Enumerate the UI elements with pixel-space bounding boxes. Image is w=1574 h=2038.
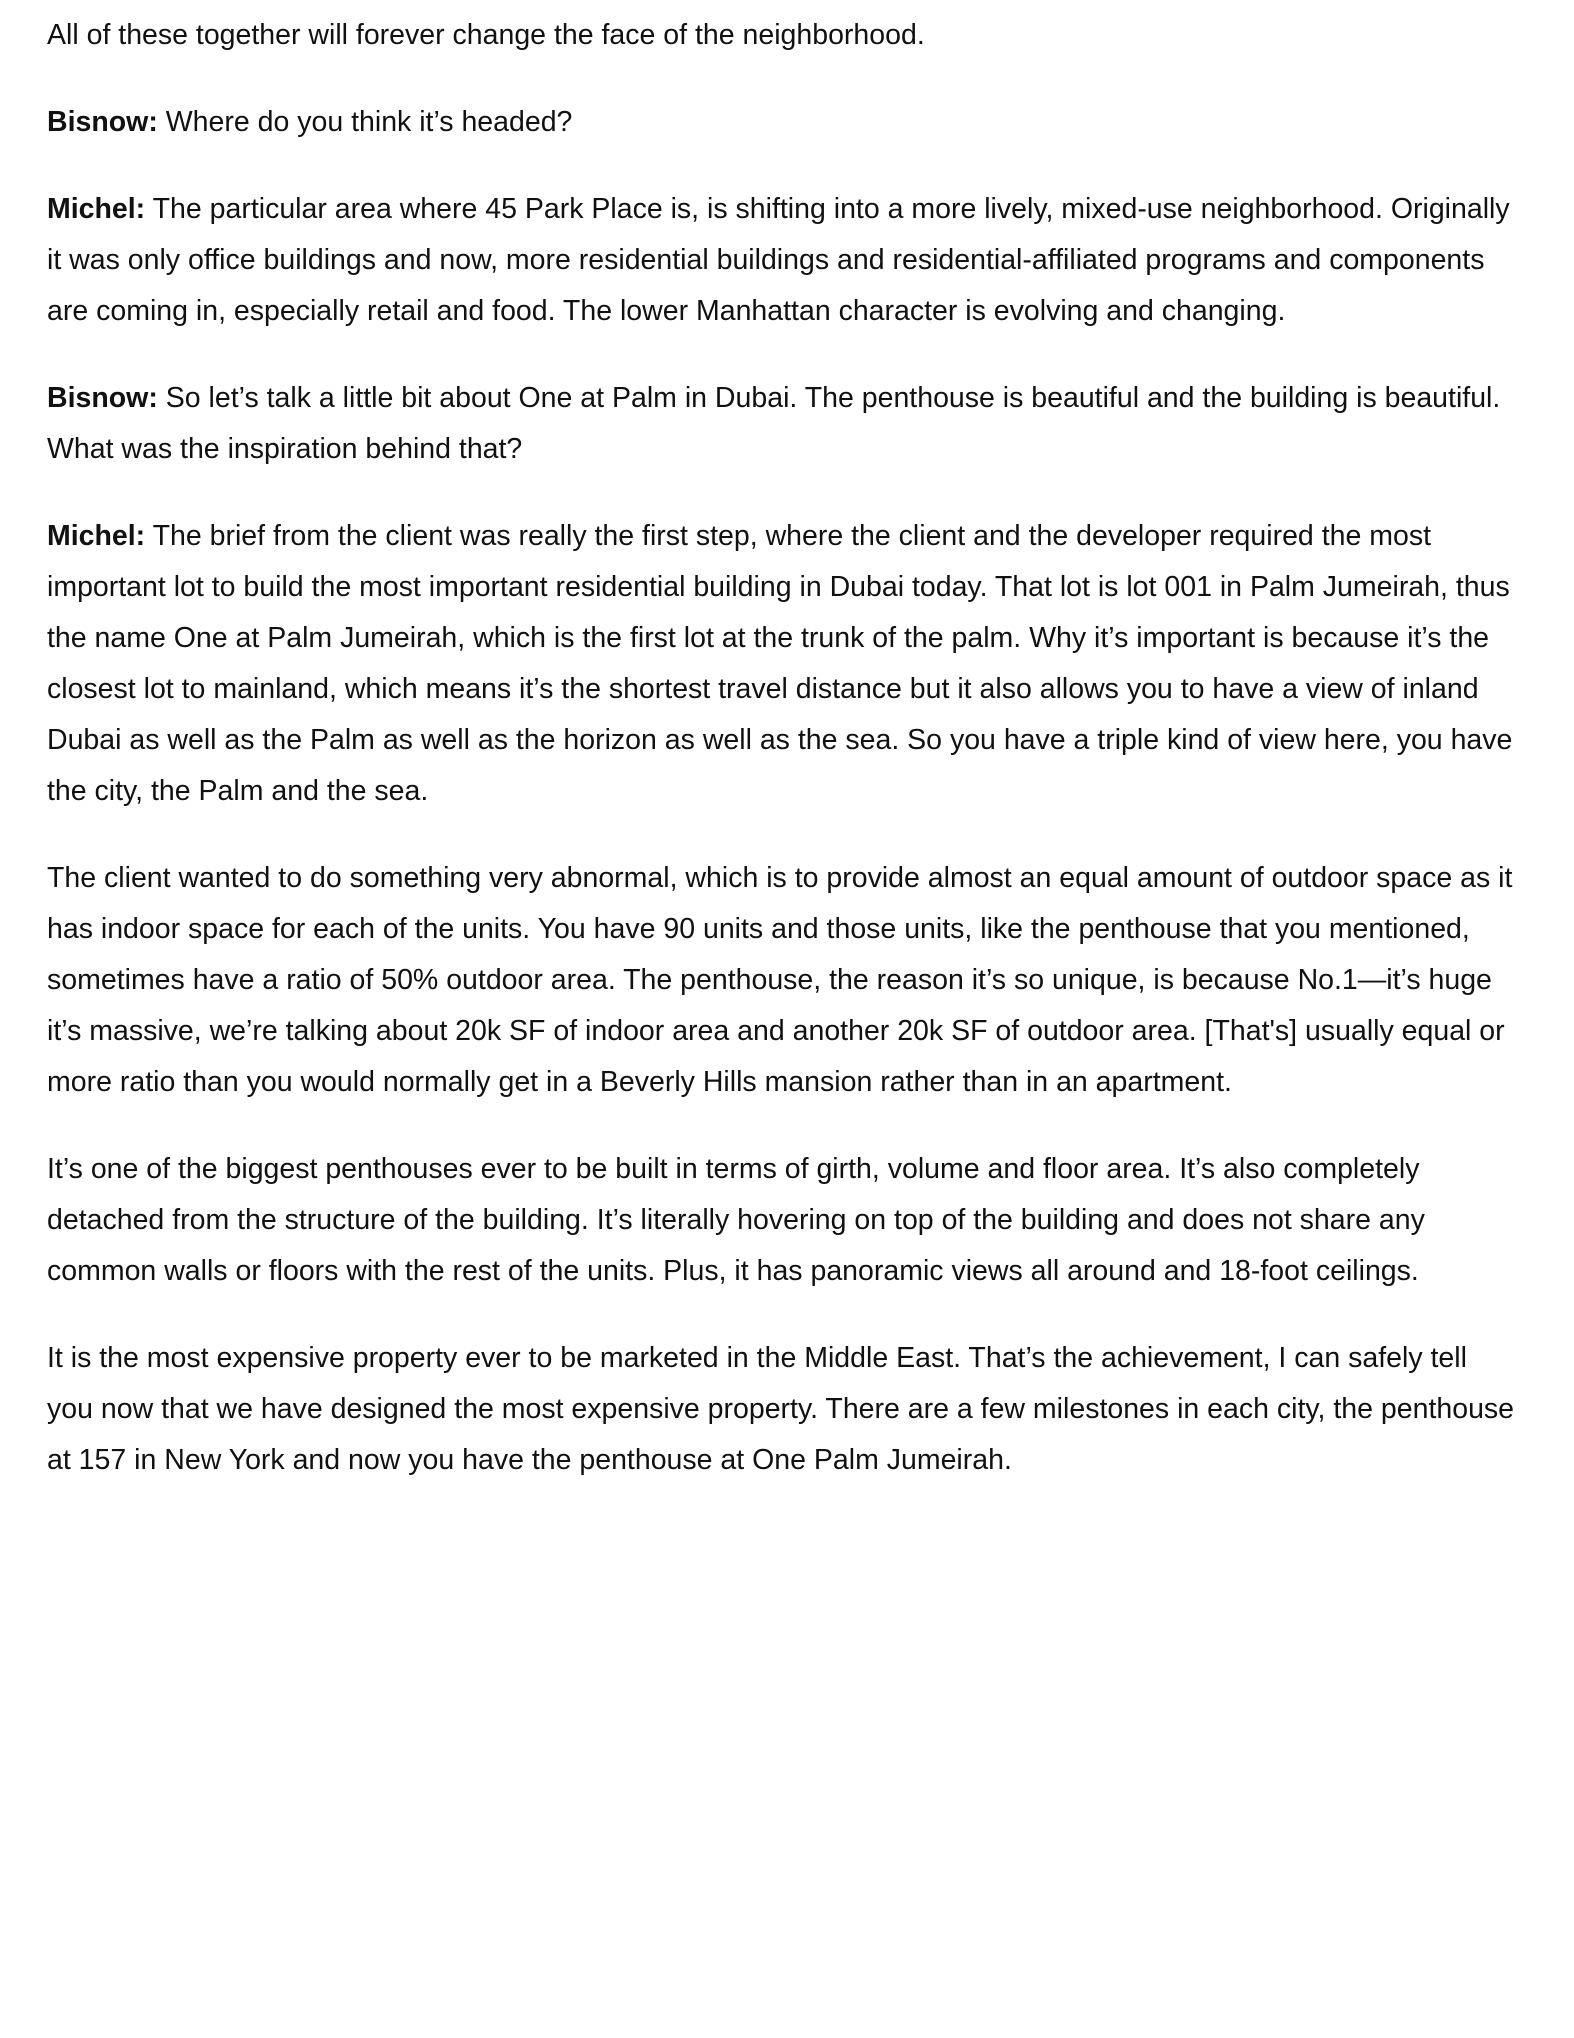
paragraph-text: So let’s talk a little bit about One at Palm in Dubai. The penthouse is beautiful and the building is beautiful. What was the inspiration behind that? [47,382,1501,465]
paragraph-question-direction [47,97,1517,148]
paragraph-question-one-at-palm [47,373,1517,475]
paragraph-text: The client wanted to do something very abnormal, which is to provide almost an equal amount of outdoor space as it has indoor space for each of the units. You have 90 units and those units, like the penthouse that you mentioned, sometimes have a ratio of 50% outdoor area. The penthouse, the reason it’s so unique, is because No.1—it’s huge it’s massive, we’re talking about 20k SF of indoor area and another 20k SF of outdoor area. [That's] usually equal or more ratio than you would normally get in a Beverly Hills mansion rather than in an apartment. [47,862,1513,1098]
speaker-label: Bisnow: [47,106,158,138]
paragraph-text: It’s one of the biggest penthouses ever to be built in terms of girth, volume and floor area. It’s also completely detached from the structure of the building. It’s literally hovering on top of the building and does not share any common walls or floors with the rest of the units. Plus, it has panoramic views all around and 18-foot ceilings. [47,1153,1425,1287]
paragraph-intro [47,10,1517,61]
paragraph-text: The brief from the client was really the first step, where the client and the developer required the most important lot to build the most important residential building in Dubai today. That lot is lot 001 in Palm Jumeirah, thus the name One at Palm Jumeirah, which is the first lot at the trunk of the palm. Why it’s important is because it’s the closest lot to mainland, which means it’s the shortest travel distance but it also allows you to have a view of inland Dubai as well as the Palm as well as the horizon as well as the sea. So you have a triple kind of view here, you have the city, the Palm and the sea. [47,520,1513,807]
paragraph-answer-neighborhood [47,184,1517,337]
paragraph-most-expensive [47,1333,1517,1486]
paragraph-text: Where do you think it’s headed? [165,106,573,138]
speaker-label: Michel: [47,520,146,552]
paragraph-answer-brief [47,511,1517,817]
paragraph-text: All of these together will forever change the face of the neighborhood. [47,19,925,51]
document-page [47,10,1517,1522]
speaker-label: Michel: [47,193,146,225]
paragraph-biggest-penthouse [47,1144,1517,1297]
paragraph-text: The particular area where 45 Park Place is, is shifting into a more lively, mixed-use neighborhood. Originally it was only office buildings and now, more residential buildings and residential-affiliated programs and components are coming in, especially retail and food. The lower Manhattan character is evolving and changing. [47,193,1510,327]
paragraph-outdoor-space [47,853,1517,1108]
paragraph-text: It is the most expensive property ever to be marketed in the Middle East. That’s the achievement, I can safely tell you now that we have designed the most expensive property. There are a few milestones in each city, the penthouse at 157 in New York and now you have the penthouse at One Palm Jumeirah. [47,1342,1515,1476]
speaker-label: Bisnow: [47,382,158,414]
